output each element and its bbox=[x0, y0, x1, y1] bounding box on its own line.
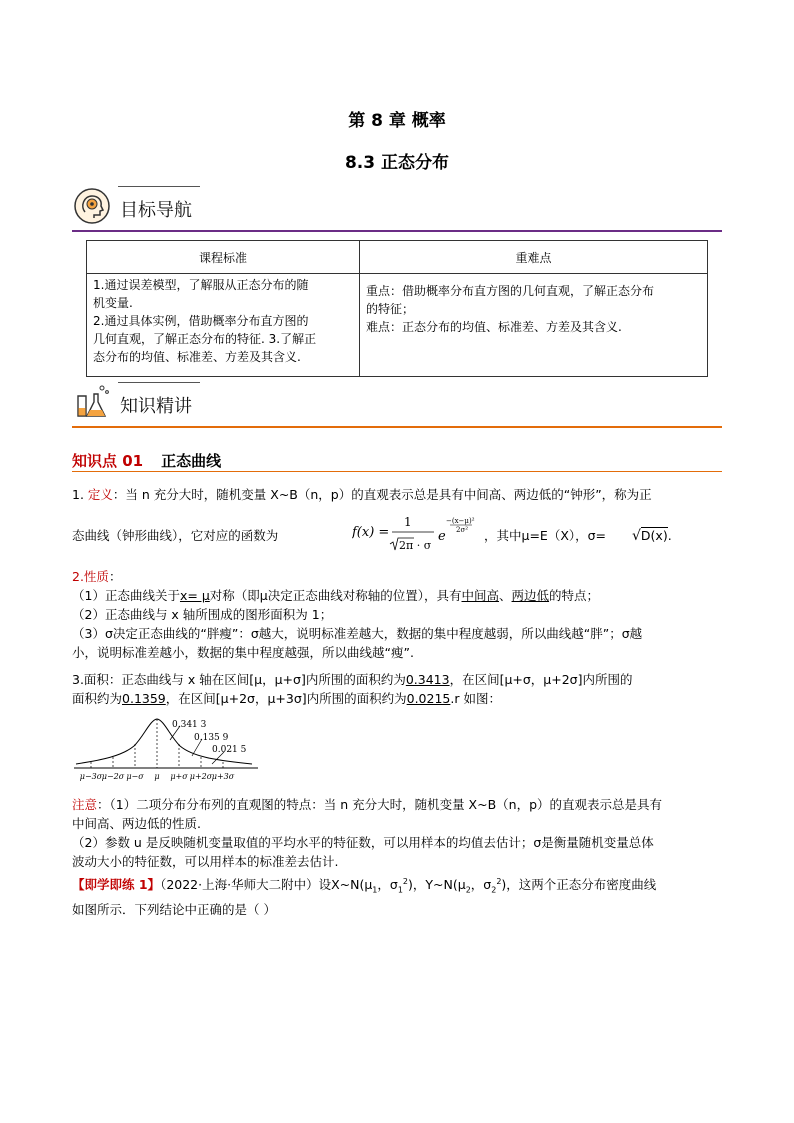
section-title: 8.3 正态分布 bbox=[344, 153, 450, 173]
svg-text:−(x−μ)²: −(x−μ)² bbox=[446, 517, 475, 525]
standard-line: 态分布的均值、标准差、方差及其含义. bbox=[93, 350, 301, 364]
axis-tick-label: μ+σ bbox=[170, 772, 188, 781]
chapter-title: 第 8 章 概率 bbox=[348, 111, 446, 131]
properties-label: 2.性质 bbox=[72, 569, 109, 584]
standards-table bbox=[86, 240, 708, 377]
normal-density-formula bbox=[352, 512, 482, 558]
area-label: 0.021 5 bbox=[212, 745, 247, 755]
standard-line: 机变量. bbox=[93, 296, 133, 310]
area-label: 0.135 9 bbox=[194, 733, 229, 743]
axis-tick-label: μ bbox=[154, 772, 160, 781]
knowledge-point-title bbox=[72, 450, 221, 471]
knowledge-section-header bbox=[72, 382, 722, 428]
keypoint-line: 重点：借助概率分布直方图的几何直观，了解正态分布 bbox=[366, 284, 655, 298]
goal-section-header bbox=[72, 186, 722, 232]
svg-text:e: e bbox=[438, 529, 446, 544]
standard-line: 2.通过具体实例，借助概率分布直方图的 bbox=[93, 314, 309, 328]
kp-divider bbox=[72, 471, 722, 472]
standard-line: 1.通过误差模型，了解服从正态分布的随 bbox=[93, 278, 309, 292]
svg-text:1: 1 bbox=[404, 515, 412, 529]
goal-header-label: 目标导航 bbox=[120, 200, 192, 221]
svg-text:f(x) =: f(x) = bbox=[352, 525, 390, 540]
table-cell-standard bbox=[87, 274, 360, 377]
definition-label: 定义 bbox=[87, 487, 113, 502]
knowledge-header-label: 知识精讲 bbox=[120, 396, 192, 417]
svg-text:2π · σ: 2π · σ bbox=[399, 539, 432, 552]
definition-line2: 态曲线（钟形曲线），它对应的函数为 f(x) = 1 2π · σ e −(x−μ)² 2σ² ，其中μ=E（X），σ= √D(x). bbox=[72, 520, 732, 560]
exercise-tag: 【即学即练 1】 bbox=[72, 877, 161, 893]
normal-curve-figure bbox=[72, 712, 262, 788]
axis-tick-label: μ−3σ bbox=[79, 772, 103, 781]
exercise-section: 【即学即练 1】（2022·上海·华师大二附中）设$X\sim N(\mu_1$，$\sigma_1^2$)，$Y\sim N(\mu_2$，$\sigma_2^2$)，这两个正态分布密度曲线 如图所示．下列结论中正确的是（ ） bbox=[72, 877, 657, 917]
keypoint-line: 难点：正态分布的均值、标准差、方差及其含义. bbox=[366, 320, 622, 334]
axis-tick-label: μ−2σ bbox=[101, 772, 125, 781]
table-cell-keypoints bbox=[360, 274, 708, 377]
definition-line1: 1. 定义：当 n 充分大时，随机变量 X~B（n，p）的直观表示总是具有中间高、两边低的“钟形”，称为正 bbox=[72, 487, 652, 502]
svg-text:2σ²: 2σ² bbox=[456, 526, 469, 534]
kp-name: 正态曲线 bbox=[161, 452, 222, 470]
axis-tick-label: μ+3σ bbox=[211, 772, 235, 781]
area-label: 0.341 3 bbox=[172, 720, 207, 730]
table-header-standard: 课程标准 bbox=[87, 241, 360, 274]
properties-section: 2.性质： （1）正态曲线关于x= μ对称（即μ决定正态曲线对称轴的位置），具有中间高、两边低的特点； （2）正态曲线与 x 轴所围成的图形面积为 1； （3）σ决定正态曲线的“胖瘦”：σ越大，说明标准差越大，数据的集中程度越弱，所以曲线越“胖”；σ越 小，说明标准差越小，数据的集中程度越强，所以曲线越“瘦”. bbox=[72, 569, 643, 660]
brain-head-icon bbox=[72, 186, 112, 226]
note-section: 注意：（1）二项分布分布列的直观图的特点：当 n 充分大时，随机变量 X~B（n，p）的直观表示总是具有 中间高、两边低的性质. （2）参数 u 是反映随机变量取值的平均水平的特征数，可以用样本的均值去估计；σ是衡量随机变量总体 波动大小的特征数，可以用样本的标准差去估计. bbox=[72, 797, 663, 869]
sqrt-expression: √D(x). bbox=[632, 528, 672, 544]
note-label: 注意 bbox=[72, 797, 98, 812]
keypoint-line: 的特征； bbox=[366, 302, 415, 316]
kp-number: 知识点 01 bbox=[72, 452, 144, 470]
area-section: 3.面积：正态曲线与 x 轴在区间[μ，μ+σ]内所围的面积约为0.3413，在区间[μ+σ，μ+2σ]内所围的 面积约为0.1359，在区间[μ+2σ，μ+3σ]内所围的面积约为0.0215.r 如图： bbox=[72, 672, 633, 706]
flask-icon bbox=[72, 382, 112, 422]
axis-tick-label: μ−σ bbox=[126, 772, 144, 781]
table-header-keypoints: 重难点 bbox=[360, 241, 708, 274]
axis-tick-label: μ+2σ bbox=[189, 772, 213, 781]
standard-line: 几何直观，了解正态分布的特征. 3.了解正 bbox=[93, 332, 317, 346]
